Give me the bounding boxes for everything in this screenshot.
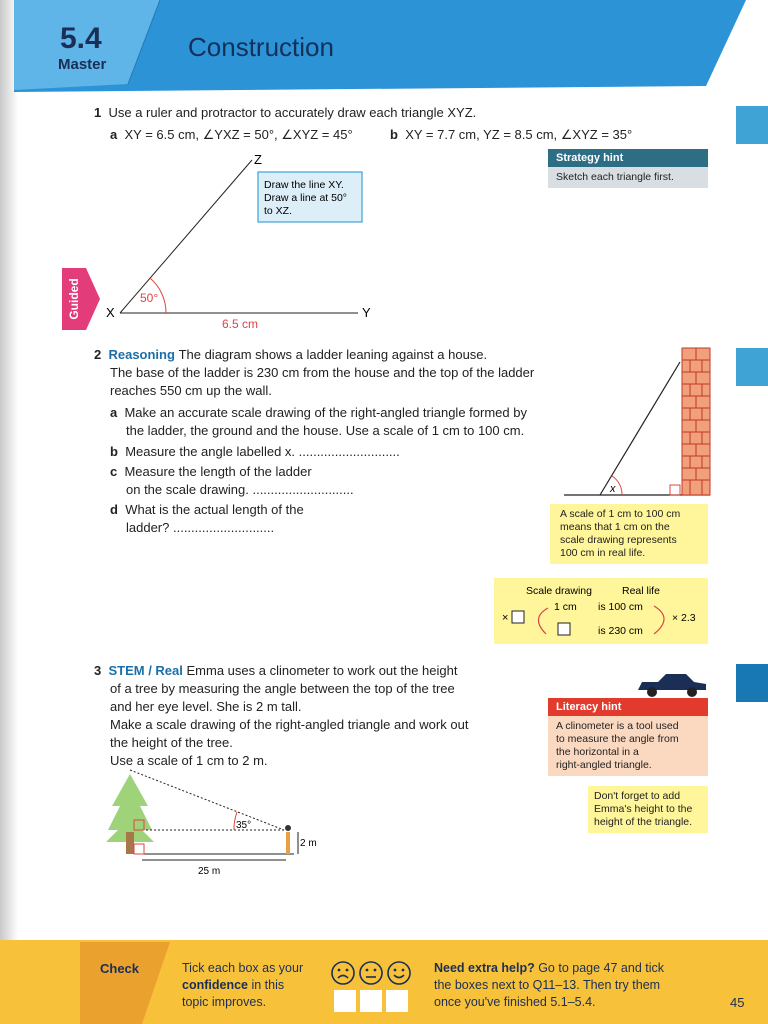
scale-right-op: × 2.3 [672,612,696,624]
question-1-part-a: a XY = 6.5 cm, ∠YXZ = 50°, ∠XYZ = 45° [110,127,353,142]
scale-hint-line-3: scale drawing represents [560,534,677,546]
check-label: Check [100,961,140,976]
strategy-hint [548,149,708,188]
confidence-faces [330,960,412,986]
question-2-part-a: a Make an accurate scale drawing of the right-angled triangle formed by the ladder, the ground and the house. Use a scale of 1 cm to 100 cm. [110,405,527,438]
tick-instructions: Tick each box as your confidence in this topic improves. [182,961,304,1009]
scale-row1-right: is 100 cm [598,601,643,613]
scale-col-drawing: Scale drawing [526,585,592,597]
page-title: Construction [188,32,334,62]
emma-icon [285,825,291,831]
question-2-part-b: b Measure the angle labelled x. ............................ [110,444,400,459]
ladder-diagram [560,344,720,500]
scale-drawing-answer-box [558,623,570,635]
question-2-part-d: d What is the actual length of the ladder? ............................ [110,502,304,535]
scale-hint-line-4: 100 cm in real life. [560,547,646,559]
ladder-angle-label: x [610,483,616,495]
guided-tab [62,268,104,330]
vertex-y: Y [362,305,371,320]
scale-row2-right: is 230 cm [598,625,643,637]
scale-left-answer-box [512,611,524,623]
emma-height-label: 2 m [300,838,317,849]
callout-line-2: Draw a line at 50° [264,192,347,204]
edge-tab-1 [736,106,768,144]
check-tab [80,942,170,1024]
confidence-box-medium[interactable] [360,990,382,1012]
scale-conversion-box [494,578,708,644]
scale-hint-line-2: means that 1 cm on the [560,521,670,533]
extra-help-text: Need extra help? Go to page 47 and tick the boxes next to Q11–13. Then try them once you've finished 5.1–5.4. [434,961,664,1009]
sight-line [130,770,284,830]
side-label: 6.5 cm [222,317,259,331]
edge-tab-2 [736,348,768,386]
car-icon [634,670,710,698]
triangle-diagram [100,148,390,334]
literacy-hint-body: A clinometer is a tool used to measure the angle from the horizontal in a right-angled triangle. [548,716,708,776]
scale-left-op: × [502,612,509,624]
strategy-hint-text: Sketch each triangle first. [548,167,708,188]
distance-label: 25 m [198,866,221,877]
vertex-x: X [106,305,115,320]
confidence-box-high[interactable] [386,990,408,1012]
question-3-text: 3 STEM / Real Emma uses a clinometer to work out the height of a tree by measuring the angle between the top of the tree and her eye level. She is 2 m tall. Make a scale drawing of the right-angled triangle and work out the height of the tree. Use a scale of 1 cm to 2 m. [94,663,469,768]
scale-row1-left: 1 cm [554,601,577,613]
scale-col-real: Real life [622,585,660,597]
tree-angle-label: 35° [236,820,252,831]
right-angle-marker [670,485,680,495]
scale-hint [550,504,708,564]
strategy-hint-title: Strategy hint [548,149,708,167]
tree-diagram [104,766,334,880]
callout-line-3: to XZ. [264,205,293,217]
emma-height-note: Don't forget to add Emma's height to the height of the triangle. [588,786,708,833]
question-1-prompt: 1 Use a ruler and protractor to accurately draw each triangle XYZ. [94,105,477,120]
book-spine-shadow [0,0,18,1024]
page-number: 45 [730,995,745,1010]
question-2-intro: 2 Reasoning The diagram shows a ladder leaning against a house. The base of the ladder is 230 cm from the house and the top of the ladder reaches 550 cm up the wall. [94,347,535,398]
section-number: 5.4 [60,22,102,55]
edge-tab-3 [736,664,768,702]
question-1-part-b: b XY = 7.7 cm, YZ = 8.5 cm, ∠XYZ = 35° [390,127,633,142]
section-level: Master [58,56,107,73]
question-2-part-c: c Measure the length of the ladder on the scale drawing. ............................ [110,464,354,497]
literacy-hint [548,698,708,776]
angle-label: 50° [140,291,159,305]
callout-line-1: Draw the line XY. [264,179,344,191]
vertex-z: Z [254,152,262,167]
literacy-hint-title: Literacy hint [548,698,708,716]
header-band [0,0,768,92]
ladder-line [600,362,680,495]
tree-icon [106,774,154,842]
confidence-box-low[interactable] [334,990,356,1012]
guided-label: Guided [67,278,81,320]
scale-hint-line-1: A scale of 1 cm to 100 cm [560,508,681,520]
